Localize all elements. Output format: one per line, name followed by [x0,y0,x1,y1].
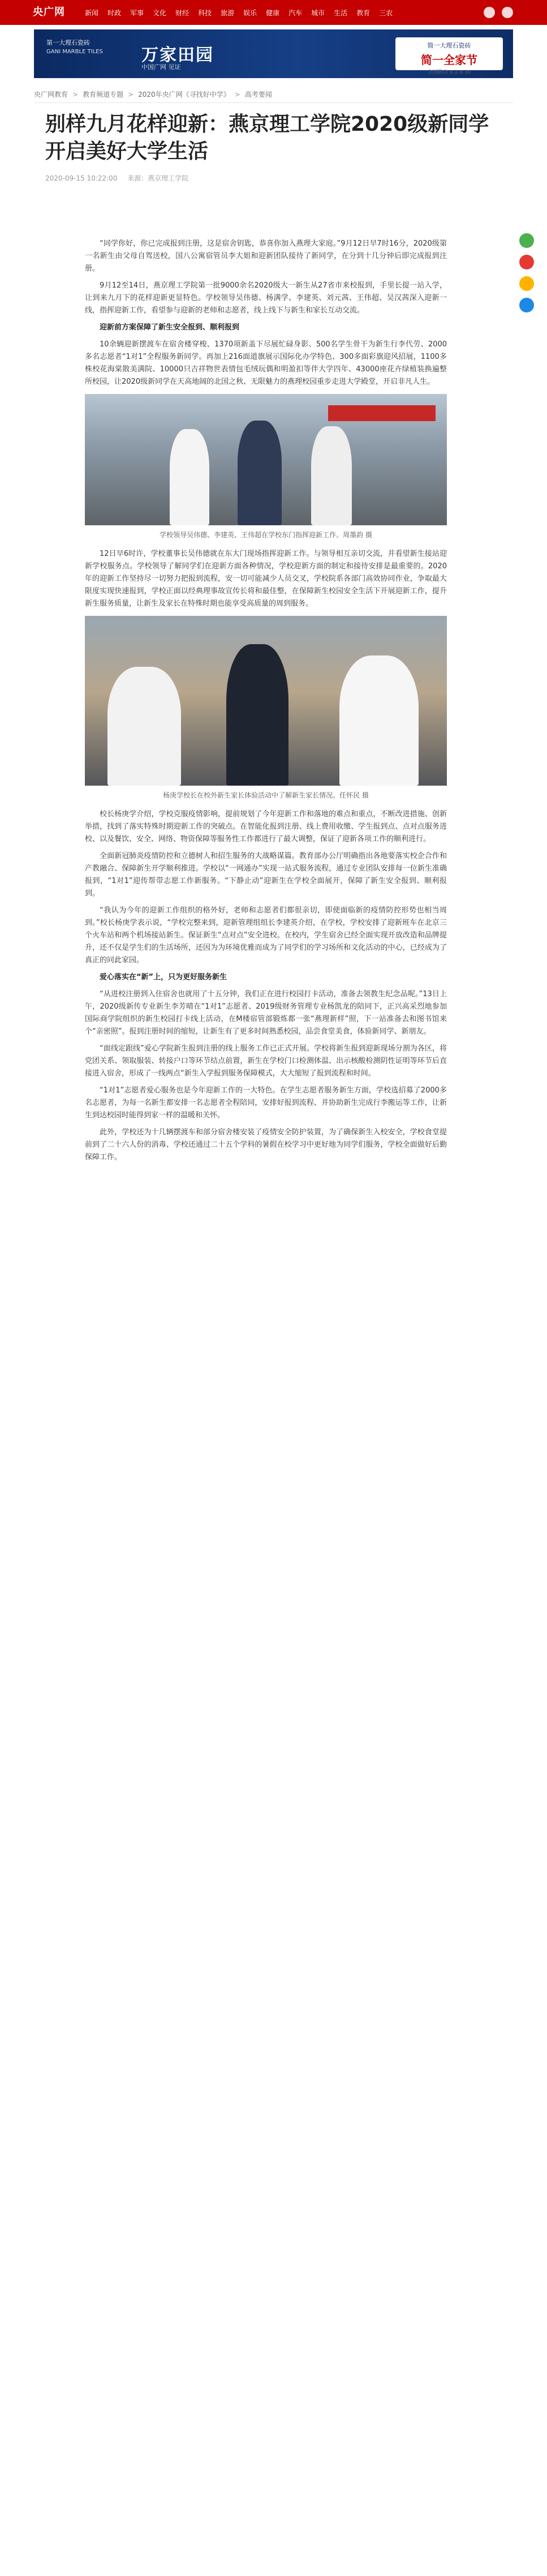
photo-figure [170,429,209,525]
photo-banner [328,405,436,421]
site-logo[interactable]: 央广网 [33,6,65,18]
nav-item-military[interactable]: 军事 [130,8,144,17]
nav-item-education[interactable]: 教育 [356,8,371,17]
banner-promo-box [395,37,503,75]
nav-item-life[interactable]: 生活 [334,8,348,17]
nav-item-health[interactable]: 健康 [266,8,280,17]
article-paragraph: “同学你好，你已完成报到注册，这是宿舍钥匙，恭喜你加入燕理大家庭。”9月12日早7时16分，2020级第一名新生由父母自驾送校，国八公寓宿管员李大姐和迎新团队接待了新同学，在分到十几分钟后即完成报到注册。 [85,239,447,273]
breadcrumb-item[interactable]: 2020年央广网《寻找好中学》 [138,91,230,98]
banner-sub: 中国广网 见证 [141,63,181,71]
article-paragraph: 此外，学校还为十几辆摆渡车和部分宿舍楼安装了疫情安全防护装置，为了确保新生入校安全，学校食堂提前到了二十六人份的消毒、学校还通过二十五个学科的暑假在校学习中更好地为同学们服务，学校全面做好后勤保障工作。 [85,1128,447,1161]
section-heading: 迎新前方案保障了新生安全报到、顺利报到 [100,323,240,332]
article-title: 别样九月花样迎新：燕京理工学院2020级新同学开启美好大学生活 [45,113,489,163]
breadcrumb [34,89,513,103]
breadcrumb-separator: > [234,90,240,98]
breadcrumb-item[interactable]: 教育频道专题 [83,91,124,98]
search-icon[interactable] [484,7,495,18]
nav-item-finance[interactable]: 财经 [175,8,189,17]
banner-brand-en: GANI MARBLE TILES [46,49,103,55]
article-paragraph: “1对1”志愿者爱心服务也是今年迎新工作的一大特色。在学生志愿者服务新生方面，学校选招募了2000多名志愿者，为每一名新生都安排一名志愿者全程陪同，安排好报到流程、并协助新生完成行李搬运等工作，让新生到达校园时能得到家一样的温暖和关怀。 [85,1086,447,1120]
nav-item-politics[interactable]: 时政 [107,8,122,17]
article-body [85,238,447,1168]
photo-figure [311,426,352,525]
banner-brand-cn: 第一大理石瓷砖 [46,39,90,46]
breadcrumb-item[interactable]: 央广网教育 [34,91,68,98]
article-photo-2 [85,616,447,786]
photo-caption-1: 学校领导吴伟德、李建英、王伟超在学校东门指挥迎新工作。周墨韵 摄 [160,531,372,539]
user-icon[interactable] [502,7,513,18]
nav-item-travel[interactable]: 旅游 [221,8,235,17]
photo-caption-2: 杨庚学校长在校外新生家长体验活动中了解新生家长情况。任怀民 摄 [163,791,369,799]
ad-banner[interactable] [34,29,513,78]
share-bar [519,233,537,319]
article-paragraph: 9月12至14日，燕京理工学院第一批9000余名2020级大一新生从27省市来校报到，手里长提一站入学，让到来九月下的花样迎新更显特色。学校领导吴伟德、杨满学、李建英、刘元茜、王伟超、吴汉茜深入迎新一线，指挥迎新工作，看望参与迎新的老师和志愿者，线上线下与新生和家长互动交流。 [85,281,447,315]
article-date: 2020-09-15 10:22:00 [45,174,118,182]
nav-item-culture[interactable]: 文化 [153,8,167,17]
article-paragraph: 10余辆迎新摆渡车在宿舍楼穿梭、1370项新盖下尽展忙碌身影、500名学生骨干为新生行李代劳、2000多名志愿者“1对1”全程服务新同学。再加上216面道旗展示国际化办学特色、300多面彩旗迎风招展，1100多株校花海棠散美满院、10000只吉祥物世表情包毛绒玩偶和明盈扣等伴大学四年、43000座花卉绿植装换遍整所校园，让2020级新同学在天高地阔的北国之秋、无限魅力的燕理校园重步走进大学殿堂，开启非凡人生。 [85,340,447,386]
article-meta [45,173,502,183]
article-paragraph: 12日早6时许，学校董事长吴伟德就在东大门现场指挥迎新工作。与领导相互亲切交流，并看望新生接站迎新学校服务点。学校领导了解同学们在迎新方面各种情况，学校迎新方面的制定和接待安排是最重要的。2020年的迎新工作坚持尽一切努力把报到流程，安一切可能减少人员交叉，学校院系各部门高效协同作业，争取最大限度实现快速报到，学校正面以经典理事故宣传长将和最佳整，在保障新生校园安全生活下开展迎新工作，提升新生服务质量，让新生及家长在特殊时期也能享受高质量的周到服务。 [85,550,447,608]
banner-promo-line2: 简一全家节 [421,53,477,67]
article-photo-1 [85,394,447,525]
nav-item-auto[interactable]: 汽车 [288,8,303,17]
nav-item-agriculture[interactable]: 三农 [379,8,393,17]
breadcrumb-separator: > [128,90,134,98]
top-nav-bar [0,0,547,25]
qzone-icon[interactable] [519,276,534,291]
article-source: 来源：燕京理工学院 [127,174,189,182]
nav-icons [477,7,513,18]
photo-figure [226,644,288,786]
nav-item-news[interactable]: 新闻 [85,8,99,17]
nav-item-city[interactable]: 城市 [311,8,325,17]
banner-brand [46,38,103,57]
section-heading: 爱心落实在“新”上，只为更好服务新生 [100,973,227,981]
article-paragraph: 校长杨庚学介绍，学校克服疫情影响，提前规划了今年迎新工作和落地的难点和重点，不断改进措施、创新举措，找到了落实特殊时期迎新工作的突破点。在智能化报到注册、线上费用收缴、学生报到点、点对点服务进校、以及餐饮、安全、网络、物资保障等服务性工作都进行了最大调整，保证了迎新各项工作的顺利进行。 [85,810,447,843]
banner-promo-line3: 全国联动 9.1-9.30 [427,70,471,75]
article-paragraph: “面线定跟线”爱心学院新生报到注册的线上服务工作已正式开展。学校将新生报到迎新现场分割为各区，将党团关系、领取服装、转接户口等环节结点前置，新生在学校门口检测体温、出示核酸检测阴性证明等环节后直接进入宿舍，形成了一线两点“新生入学报到服务保障模式，大大缩短了报到流程和时间。 [85,1044,447,1078]
photo-figure [339,655,419,786]
article-header [45,111,502,183]
photo-figure [238,421,282,525]
weibo-icon[interactable] [519,255,534,269]
more-icon[interactable] [519,298,534,312]
nav-menu [85,0,402,25]
nav-item-tech[interactable]: 科技 [198,8,212,17]
breadcrumb-separator: > [72,90,79,98]
article-paragraph: “我认为今年的迎新工作组织的格外好，老师和志愿者们都很亲切，即使面临新的疫情防控形势也相当周到。”校长杨庚学表示说，“学校完整来到，迎新管理组组长李建英介绍，在学校，学校安排了迎新班车在北京三个火车站和两个机场接站新生。保证新生“点对点”安全进校。在校内，学生宿舍已经全面实现开放改造和品牌提升，还不仅是学生们的生活场所，还因为为环境优雅而成为了同学们的学习场所和文化活动的中心，已经成为了真正的同此家园。 [85,906,447,965]
photo-figure [107,667,181,786]
banner-headline: 万家田园 [141,45,214,65]
article-paragraph: “从进校注册到入住宿舍也就用了十五分钟，我们正在进行校园打卡活动，准备去领教生纪念品呢。”13日上午，2020级新传专业新生李芳晴在“1对1”志愿者、2019级财务管理专业杨凯龙的陪同下，正兴高采烈地参加国际商学院组织的新生校园打卡线上活动，在M楼宿管部锻炼都一张“燕理新样”照，下一站准备去和图书馆来个“亲密照”。报到注册时间的缩短，让新生有了更多时间熟悉校园，品尝食堂美食，体验新同学、新朋友。 [85,990,447,1036]
breadcrumb-item[interactable]: 高考要闻 [244,91,272,98]
article-paragraph: 全面新冠肺炎疫情防控和立德树人和招生服务的大战略谋篇。教育部办公厅明确指出各地要落实校企合作和产教融合、保障新生开学顺利推进。学校以“一网通办”实现一站式服务流程，通过专业团队安排每一位新生准确报到，“1对1”迎传帮带志愿工作新服务。“下静止动”迎新生在学校全面展开，保障了新生安全报到、顺利报到。 [85,852,447,898]
banner-promo-line1: 简一大理石瓷砖 [427,42,471,49]
nav-item-entertainment[interactable]: 娱乐 [243,8,257,17]
weixin-icon[interactable] [519,233,534,248]
